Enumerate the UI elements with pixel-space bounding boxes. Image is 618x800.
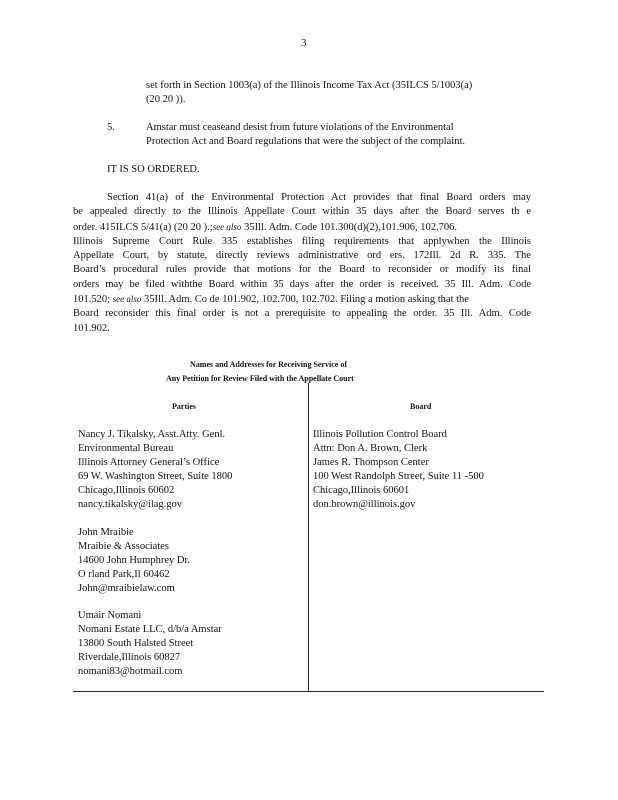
appeal-line: order. 415ILCS 5/41(a) (20 20 ).;see also 35Ill. Adm. Code 101.300(d)(2),101.906, 102.706.	[73, 221, 457, 233]
address-line: Environmental Bureau	[78, 443, 174, 454]
table-column-divider	[308, 383, 309, 692]
address-line: John Mraibie	[78, 527, 134, 538]
address-line: O rland Park,Il 60462	[78, 569, 170, 580]
board-address-block	[313, 428, 484, 512]
appeal-line: Board reconsider this final order is not a prerequisite to appealing the order. 35 Ill. Adm. Code	[73, 308, 531, 320]
item-5-line-1: Amstar must ceaseand desist from future violations of the Environmental	[146, 122, 454, 133]
service-title-line-1: Names and Addresses for Receiving Service of	[190, 360, 348, 369]
item-5-line-2: Protection Act and Board regulations that were the subject of the complaint.	[146, 136, 465, 147]
page-number: 3	[301, 37, 307, 49]
appeal-line: Board’s procedural rules provide that motions for the Board to reconsider or modify its final	[73, 264, 531, 276]
party-address-block	[78, 609, 222, 679]
address-line: 14600 John Humphrey Dr.	[78, 555, 190, 566]
email-line: don.brown@illinois.gov	[313, 499, 416, 510]
appeal-paragraph	[73, 191, 531, 336]
address-line: Illinois Attorney General’s Office	[78, 457, 220, 468]
appeal-line: orders may be filed withthe Board within 35 days after the order is received. 35 Ill. Adm. Code	[73, 278, 531, 290]
address-line: Umair Nomani	[78, 610, 142, 621]
column-header-parties: Parties	[172, 402, 196, 411]
address-line: Nancy J. Tikalsky, Asst.Atty. Genl.	[78, 429, 226, 440]
party-address-block	[78, 428, 232, 512]
appeal-line: 101.520; see also 35Ill. Adm. Co de 101.902, 102.700, 102.702. Filing a motion asking that the	[73, 294, 469, 306]
address-line: Nomani Estate LLC, d/b/a Amstar	[78, 624, 222, 635]
appeal-line: be appealed directly to the Illinois Appellate Court within 35 days after the Board serves th e	[73, 206, 531, 218]
party-address-block	[78, 526, 190, 596]
email-line: nancy.tikalsky@ilag.gov	[78, 499, 183, 510]
email-line: John@mraibielaw.com	[78, 583, 175, 594]
address-line: Attn: Don A. Brown, Clerk	[313, 443, 428, 454]
address-line: Riverdale,Illinois 60827	[78, 652, 181, 663]
see-also-italic: see also	[212, 221, 242, 232]
column-header-board: Board	[410, 402, 432, 411]
table-bottom-rule	[73, 691, 544, 692]
appeal-line: 101.902.	[73, 322, 110, 334]
appeal-line: Section 41(a) of the Environmental Protection Act provides that final Board orders may	[107, 192, 531, 203]
address-line: Chicago,Illinois 60601	[313, 485, 410, 496]
so-ordered: IT IS SO ORDERED.	[107, 164, 200, 175]
address-line: 69 W. Washington Street, Suite 1800	[78, 471, 233, 482]
see-also-italic: see also	[112, 294, 142, 305]
email-line: nomani83@hotmail.com	[78, 666, 183, 677]
item-5-number: 5.	[107, 122, 115, 133]
address-line: 13800 South Halsted Street	[78, 638, 194, 649]
item-4-line-1: set forth in Section 1003(a) of the Illinois Income Tax Act (35ILCS 5/1003(a)	[146, 80, 473, 91]
address-line: Mraibie & Associates	[78, 541, 169, 552]
address-line: 100 West Randolph Street, Suite 11 -500	[313, 471, 484, 482]
appeal-line: Appellate Court, by statute, directly reviews administrative ord ers. 172Ill. 2d R. 335. The	[73, 250, 531, 262]
address-line: James R. Thompson Center	[313, 457, 429, 468]
address-line: Chicago,Illinois 60602	[78, 485, 175, 496]
address-line: Illinois Pollution Control Board	[313, 429, 447, 440]
service-title-line-2: Any Petition for Review Filed with the Appellate Court	[166, 374, 354, 383]
item-4-line-2: (20 20 )).	[146, 94, 186, 105]
appeal-line: Illinois Supreme Court Rule 335 establishes filing requirements that applywhen the Illinois	[73, 235, 531, 247]
